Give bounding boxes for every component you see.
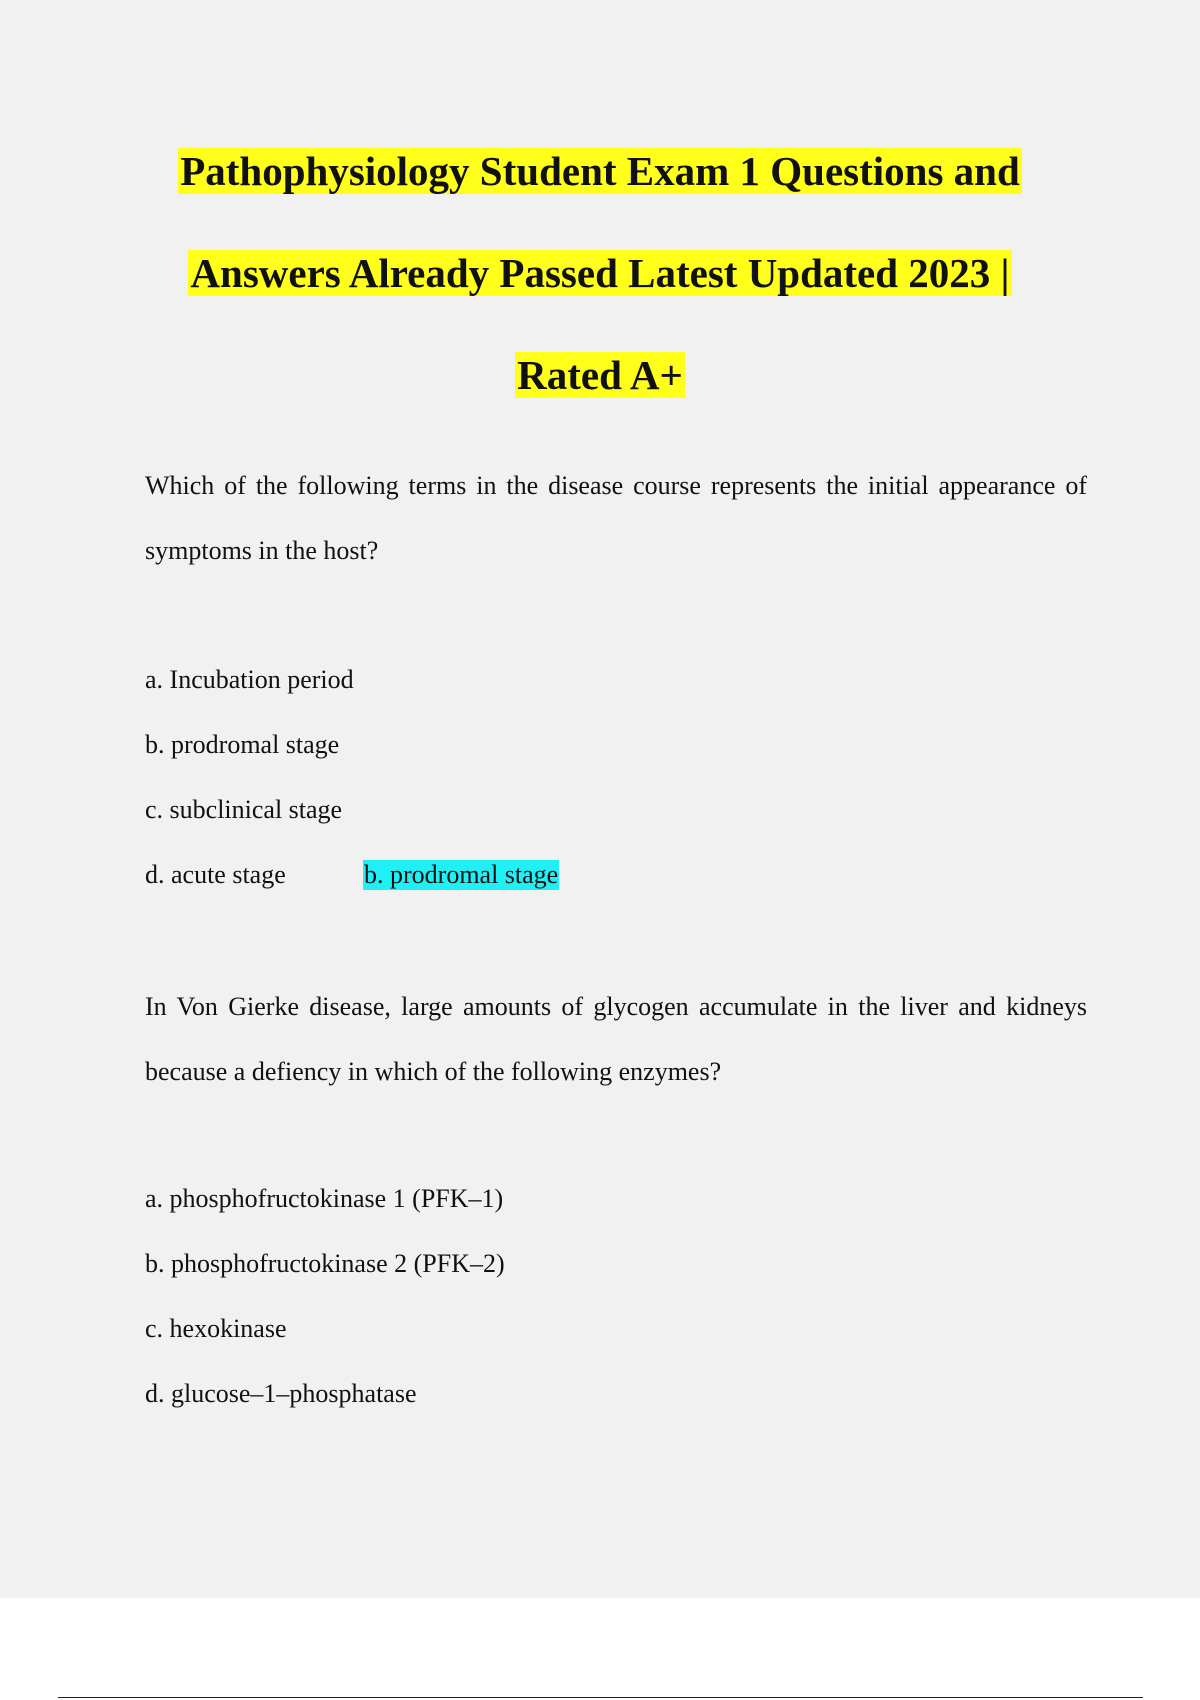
page-divider (58, 1697, 1143, 1698)
question-1-answer: b. prodromal stage (364, 860, 559, 889)
question-1-option-c: c. subclinical stage (145, 795, 343, 824)
question-2-prompt: In Von Gierke disease, large amounts of glycogen accumulate in the liver and kidneys because a defiency in which of the following enzymes? (145, 992, 1087, 1086)
question-2-option-c: c. hexokinase (145, 1314, 287, 1343)
title-line-1: Pathophysiology Student Exam 1 Questions and (180, 148, 1020, 194)
question-2-option-a: a. phosphofructokinase 1 (PFK–1) (145, 1184, 504, 1213)
question-2-option-b: b. phosphofructokinase 2 (PFK–2) (145, 1249, 505, 1278)
question-2-option-d: d. glucose–1–phosphatase (145, 1379, 417, 1408)
question-1-option-b: b. prodromal stage (145, 730, 340, 759)
document-title (0, 140, 1200, 446)
question-1-prompt: Which of the following terms in the disease course represents the initial appearance of symptoms in the host? (145, 471, 1087, 565)
title-line-2: Answers Already Passed Latest Updated 2023 | (190, 250, 1010, 296)
question-1-option-d: d. acute stage (145, 860, 286, 889)
question-1-option-a: a. Incubation period (145, 665, 354, 694)
title-line-3: Rated A+ (517, 352, 683, 398)
